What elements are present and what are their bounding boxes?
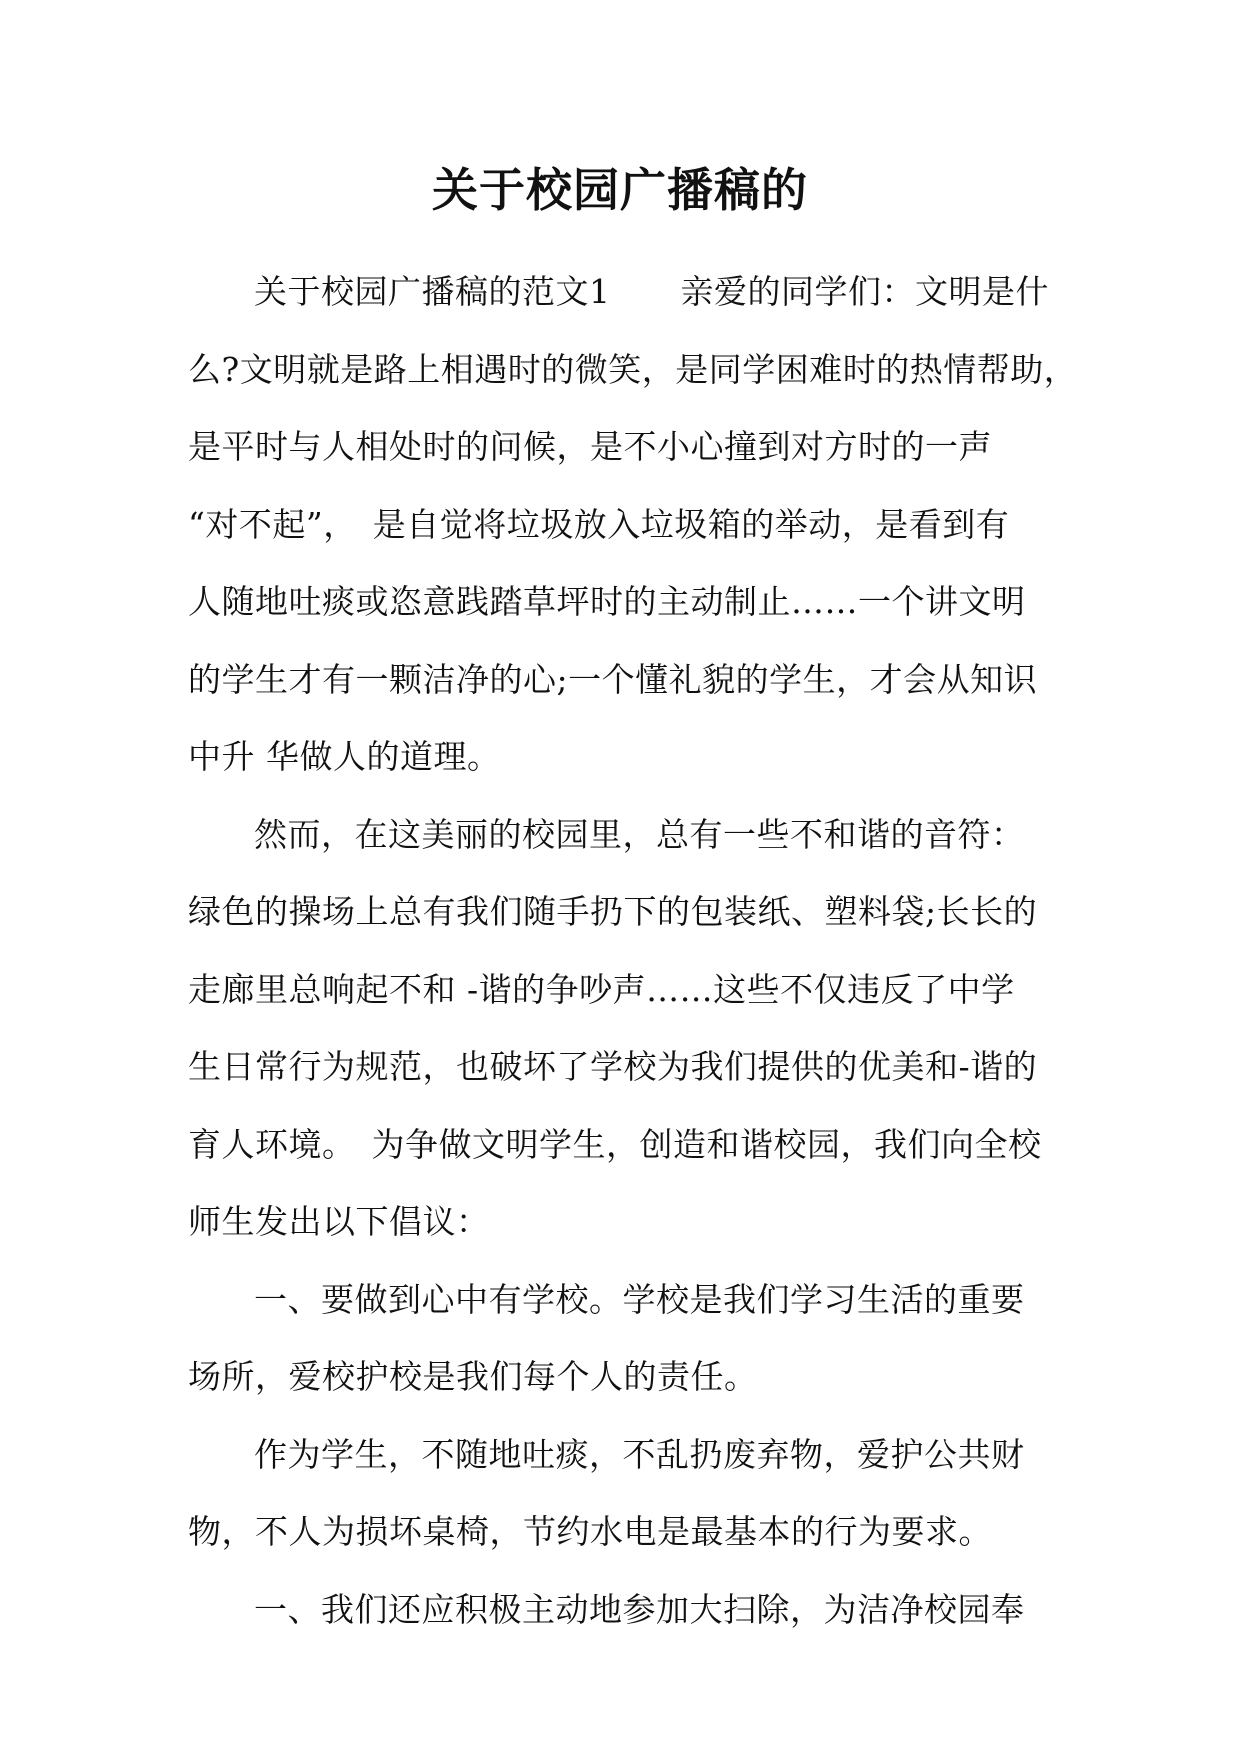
paragraph-line: 的学生才有一颗洁净的心;一个懂礼貌的学生，才会从知识 — [188, 659, 1038, 699]
text-run: 为争做文明学生，创造和谐校园，我们向全校 — [371, 1124, 1042, 1164]
document-body — [188, 262, 1078, 1657]
paragraph-line: 一、我们还应积极主动地参加大扫除，为洁净校园奉 — [254, 1589, 1025, 1629]
text-run: “对不起”， — [188, 504, 357, 544]
paragraph-line: 师生发出以下倡议： — [188, 1202, 490, 1241]
paragraph-line: 么?文明就是路上相遇时的微笑，是同学困难时的热情帮助， — [188, 349, 1078, 389]
paragraph-line: 物，不人为损坏桌椅，节约水电是最基本的行为要求。 — [188, 1512, 992, 1551]
document-title: 关于校园广播稿的 — [432, 163, 808, 217]
paragraph-line — [188, 495, 1060, 573]
text-run: 是自觉将垃圾放入垃圾箱的举动，是看到有 — [372, 504, 1010, 544]
paragraph-line: 绿色的操场上总有我们随手扔下的包装纸、塑料袋;长长的 — [188, 892, 1038, 931]
paragraph-line: 是平时与人相处时的问候，是不小心撞到对方时的一声 — [188, 427, 992, 466]
paragraph-line — [188, 262, 1060, 340]
paragraph-line: 走廊里总响起不和 -谐的争吵声……这些不仅违反了中学 — [188, 969, 1015, 1009]
text-run: 亲爱的同学们：文明是什 — [680, 272, 1049, 311]
article-lead: 关于校园广播稿的范文1 — [254, 272, 611, 311]
paragraph-line: 人随地吐痰或恣意践踏草坪时的主动制止……一个讲文明 — [188, 582, 1026, 621]
paragraph-line: 一、要做到心中有学校。学校是我们学习生活的重要 — [254, 1279, 1025, 1319]
paragraph-line — [188, 1115, 1060, 1193]
paragraph-line: 作为学生，不随地吐痰，不乱扔废弃物，爱护公共财 — [254, 1434, 1025, 1474]
paragraph-line: 然而，在这美丽的校园里，总有一些不和谐的音符： — [254, 814, 1025, 854]
paragraph-line: 生日常行为规范，也破坏了学校为我们提供的优美和-谐的 — [188, 1047, 1038, 1086]
paragraph-line: 场所，爱校护校是我们每个人的责任。 — [188, 1357, 758, 1396]
text-run: 育人环境。 — [188, 1124, 356, 1164]
paragraph-line: 中升 华做人的道理。 — [188, 737, 501, 776]
